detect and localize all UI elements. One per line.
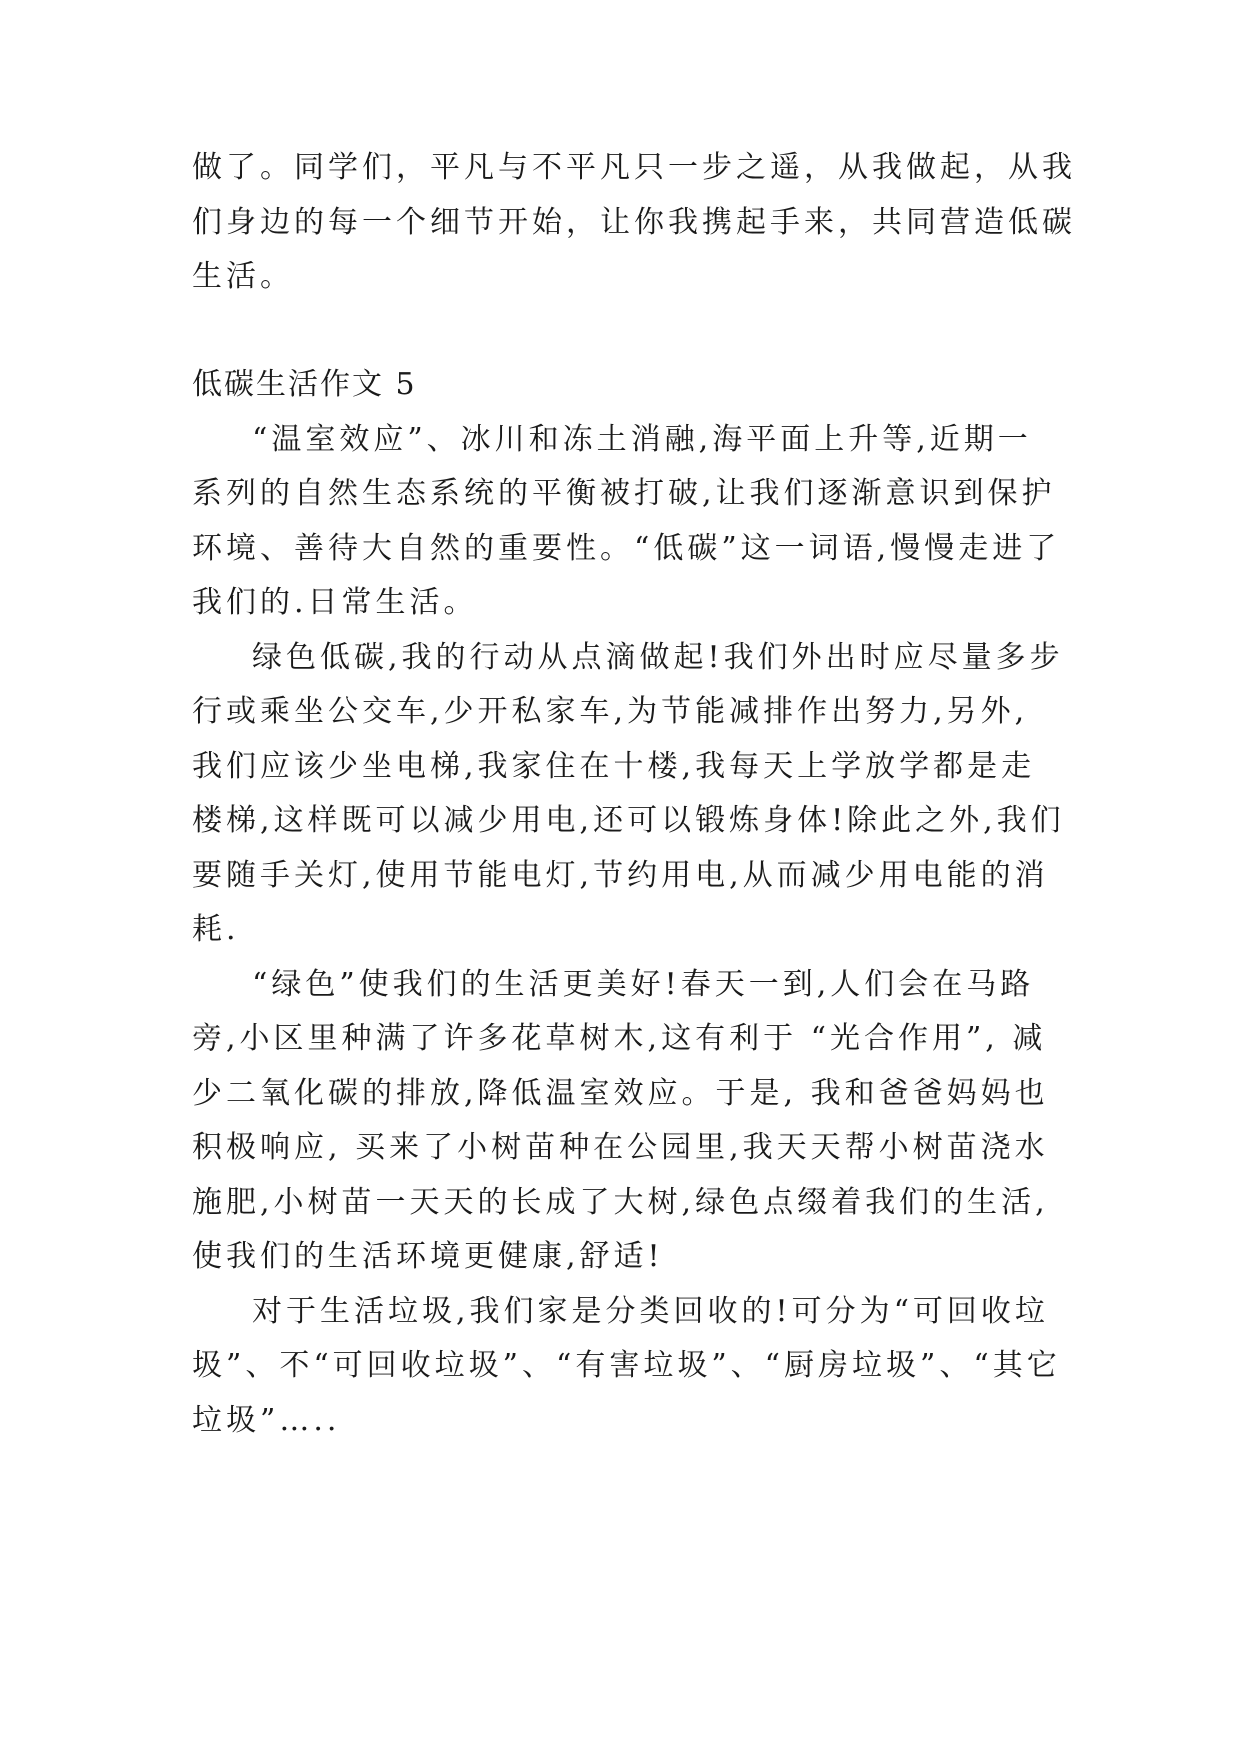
text-line: 我们的.日常生活。 — [192, 585, 478, 620]
text-line: “温室效应”、冰川和冻土消融,海平面上升等,近期一 — [252, 422, 1032, 457]
text-line: 少二氧化碳的排放,降低温室效应。于是, 我和爸爸妈妈也 — [192, 1076, 1049, 1111]
text-line: “绿色”使我们的生活更美好!春天一到,人们会在马路 — [252, 967, 1035, 1002]
section-heading: 低碳生活作文 5 — [192, 367, 417, 402]
text-line: 施肥,小树苗一天天的长成了大树,绿色点缀着我们的生活, — [192, 1185, 1049, 1220]
text-line: 使我们的生活环境更健康,舒适! — [192, 1239, 664, 1274]
text-line: 楼梯,这样既可以减少用电,还可以锻炼身体!除此之外,我们 — [192, 803, 1065, 838]
text-line: 系列的自然生态系统的平衡被打破,让我们逐渐意识到保护 — [192, 476, 1056, 511]
text-line: 绿色低碳,我的行动从点滴做起!我们外出时应尽量多步 — [252, 640, 1064, 675]
text-line: 要随手关灯,使用节能电灯,节约用电,从而减少用电能的消 — [192, 858, 1049, 893]
text-line: 耗. — [192, 912, 240, 947]
text-line: 积极响应, 买来了小树苗种在公园里,我天天帮小树苗浇水 — [192, 1130, 1049, 1165]
text-line: 我们应该少坐电梯,我家住在十楼,我每天上学放学都是走 — [192, 749, 1036, 784]
text-line: 环境、善待大自然的重要性。“低碳”这一词语,慢慢走进了 — [192, 531, 1061, 566]
text-line: 旁,小区里种满了许多花草树木,这有利于 “光合作用”, 减 — [192, 1021, 1047, 1056]
text-line: 垃圾”….. — [192, 1403, 341, 1438]
text-line: 生活。 — [192, 259, 294, 294]
text-line: 们身边的每一个细节开始，让你我携起手来，共同营造低碳 — [192, 205, 1076, 240]
text-line: 圾”、不“可回收垃圾”、“有害垃圾”、“厨房垃圾”、“其它 — [192, 1348, 1061, 1383]
text-line: 行或乘坐公交车,少开私家车,为节能减排作出努力,另外, — [192, 694, 1029, 729]
text-line: 做了。同学们，平凡与不平凡只一步之遥，从我做起，从我 — [192, 150, 1076, 185]
text-line: 对于生活垃圾,我们家是分类回收的!可分为“可回收垃 — [252, 1294, 1049, 1329]
